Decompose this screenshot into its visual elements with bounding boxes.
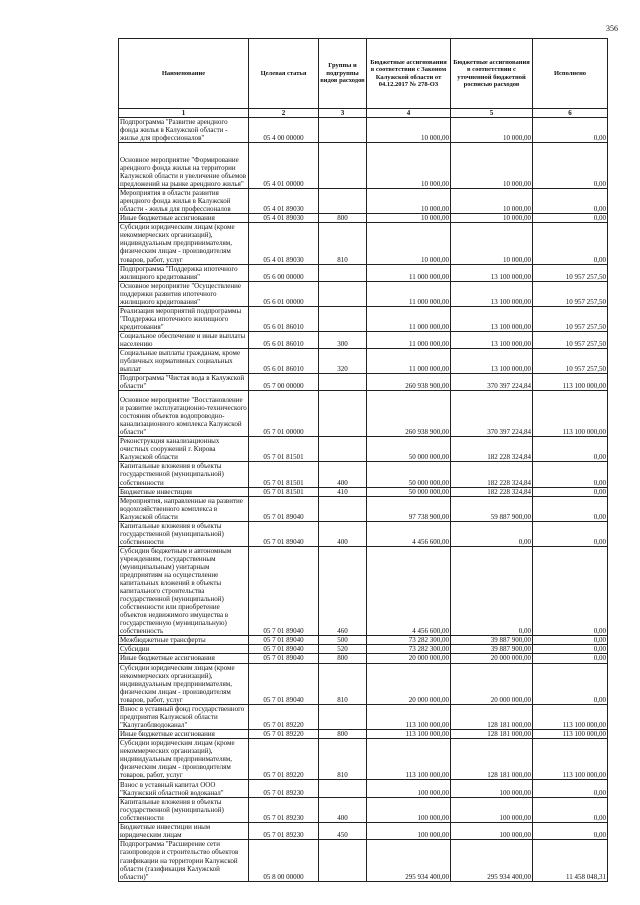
row-group [319,496,367,521]
row-group: 810 [319,663,367,704]
row-executed-amount: 0,00 [533,189,608,214]
row-code: 05 4 01 00000 [249,143,319,189]
row-refined-amount: 20 000 000,00 [451,663,533,704]
row-law-amount: 50 000 000,00 [367,437,451,462]
page-number: 356 [606,24,618,33]
row-code: 05 6 01 00000 [249,281,319,306]
row-law-amount: 50 000 000,00 [367,487,451,496]
row-refined-amount: 182 228 324,84 [451,487,533,496]
row-law-amount: 11 000 000,00 [367,331,451,348]
row-group [319,281,367,306]
row-name: Субсидии юридическим лицам (кроме некоммерческих организаций), индивидуальным предпринимателям, физическим лицам - производителям товаров, работ, услуг [119,663,249,704]
row-code: 05 7 01 89230 [249,823,319,840]
row-code: 05 6 00 00000 [249,264,319,281]
row-name: Подпрограмма "Чистая вода в Калужской области" [119,374,249,391]
row-executed-amount: 0,00 [533,798,608,823]
table-row [119,496,608,521]
row-refined-amount: 13 100 000,00 [451,331,533,348]
row-name: Субсидии [119,645,249,654]
row-code: 05 7 01 89040 [249,521,319,546]
row-name: Капитальные вложения в объекты государственной (муниципальной) собственности [119,798,249,823]
table-row [119,654,608,663]
row-refined-amount: 13 100 000,00 [451,306,533,331]
table-row [119,118,608,143]
table-row [119,264,608,281]
table-row [119,704,608,729]
row-executed-amount: 0,00 [533,823,608,840]
row-group [319,189,367,214]
row-executed-amount: 0,00 [533,645,608,654]
row-refined-amount: 0,00 [451,546,533,636]
row-name: Социальные выплаты гражданам, кроме публичных нормативных социальных выплат [119,349,249,374]
row-group: 800 [319,214,367,223]
row-group [319,143,367,189]
row-group: 800 [319,729,367,738]
table-row [119,281,608,306]
row-refined-amount: 100 000,00 [451,798,533,823]
row-law-amount: 100 000,00 [367,823,451,840]
col-number: 5 [451,109,533,118]
table-row [119,437,608,462]
row-law-amount: 11 000 000,00 [367,264,451,281]
row-executed-amount: 113 100 000,00 [533,729,608,738]
row-code: 05 7 01 89220 [249,704,319,729]
row-group: 400 [319,462,367,487]
row-name: Основное мероприятие "Восстановление и развитие эксплуатационно-технического состояния объектов водопроводно-канализационного комплекса Калужской области" [119,391,249,437]
table-row [119,823,608,840]
row-executed-amount: 0,00 [533,521,608,546]
table-row [119,729,608,738]
row-refined-amount: 295 934 400,00 [451,840,533,881]
row-group [319,704,367,729]
row-code: 05 7 01 00000 [249,391,319,437]
row-executed-amount: 0,00 [533,496,608,521]
col-number: 4 [367,109,451,118]
row-name: Бюджетные инвестиции [119,487,249,496]
row-group [319,374,367,391]
col-header-law: Бюджетные ассигнования в соответствии с Законом Калужской области от 04.12.2017 № 278-ОЗ [367,39,451,109]
col-header-refined: Бюджетные ассигнования в соответствии с уточненной бюджетной росписью расходов [451,39,533,109]
row-code: 05 7 01 89220 [249,738,319,779]
row-name: Реконструкция канализационных очистных сооружений г. Кирова Калужской области [119,437,249,462]
table-row [119,521,608,546]
row-code: 05 7 01 89040 [249,636,319,645]
row-refined-amount: 182 228 324,84 [451,437,533,462]
row-name: Реализация мероприятий подпрограммы "Поддержка ипотечного жилищного кредитования" [119,306,249,331]
row-law-amount: 10 000,00 [367,118,451,143]
row-executed-amount: 0,00 [533,462,608,487]
row-executed-amount: 0,00 [533,663,608,704]
row-law-amount: 11 000 000,00 [367,349,451,374]
table-row [119,663,608,704]
row-group [319,118,367,143]
row-code: 05 7 01 89220 [249,729,319,738]
row-law-amount: 260 938 900,00 [367,374,451,391]
row-refined-amount: 128 181 000,00 [451,704,533,729]
table-row [119,798,608,823]
row-name: Субсидии юридическим лицам (кроме некоммерческих организаций), индивидуальным предпринимателям, физическим лицам - производителям товаров, работ, услуг [119,223,249,264]
row-name: Субсидии бюджетным и автономным учреждениям, государственным (муниципальным) унитарным предприятиям на осуществление капитальных вложений в объекты капитального строительства государственной (муниципальной) собственности или приобретение объектов недвижимого имущества в государственную (муниципальную) собственность [119,546,249,636]
header-row [119,39,608,109]
row-refined-amount: 100 000,00 [451,780,533,798]
row-refined-amount: 128 181 000,00 [451,738,533,779]
row-code: 05 7 01 89230 [249,780,319,798]
row-law-amount: 113 100 000,00 [367,729,451,738]
row-executed-amount: 10 957 257,50 [533,264,608,281]
row-executed-amount: 0,00 [533,143,608,189]
row-code: 05 4 01 89030 [249,189,319,214]
table-row [119,645,608,654]
row-group: 520 [319,645,367,654]
row-name: Социальное обеспечение и иные выплаты населению [119,331,249,348]
col-number: 3 [319,109,367,118]
row-law-amount: 50 000 000,00 [367,462,451,487]
table-row [119,306,608,331]
row-group [319,264,367,281]
row-law-amount: 113 100 000,00 [367,738,451,779]
col-header-name: Наименование [119,39,249,109]
row-law-amount: 10 000,00 [367,223,451,264]
row-name: Иные бюджетные ассигнования [119,729,249,738]
row-group: 300 [319,331,367,348]
row-name: Подпрограмма "Поддержка ипотечного жилищного кредитования" [119,264,249,281]
table-row [119,331,608,348]
column-number-row [119,109,608,118]
table-row [119,374,608,391]
row-law-amount: 260 938 900,00 [367,391,451,437]
row-law-amount: 100 000,00 [367,798,451,823]
row-refined-amount: 182 228 324,84 [451,462,533,487]
table-row [119,462,608,487]
row-name: Мероприятия, направленные на развитие водохозяйственного комплекса в Калужской области [119,496,249,521]
row-refined-amount: 13 100 000,00 [451,349,533,374]
row-refined-amount: 10 000,00 [451,143,533,189]
row-code: 05 7 01 89040 [249,645,319,654]
row-code: 05 7 01 81501 [249,437,319,462]
row-executed-amount: 11 458 048,31 [533,840,608,881]
row-code: 05 4 01 89030 [249,223,319,264]
row-law-amount: 20 000 000,00 [367,654,451,663]
row-group: 320 [319,349,367,374]
row-executed-amount: 10 957 257,50 [533,281,608,306]
row-refined-amount: 13 100 000,00 [451,281,533,306]
row-law-amount: 20 000 000,00 [367,663,451,704]
table-row [119,391,608,437]
row-refined-amount: 0,00 [451,521,533,546]
row-code: 05 7 01 89040 [249,654,319,663]
row-refined-amount: 10 000,00 [451,223,533,264]
row-code: 05 6 01 86010 [249,331,319,348]
row-name: Капитальные вложения в объекты государственной (муниципальной) собственности [119,462,249,487]
row-executed-amount: 0,00 [533,118,608,143]
table-row [119,487,608,496]
row-law-amount: 97 738 900,00 [367,496,451,521]
table-row [119,780,608,798]
row-law-amount: 10 000,00 [367,189,451,214]
row-name: Межбюджетные трансферты [119,636,249,645]
row-name: Основное мероприятие "Осуществление поддержки развития ипотечного жилищного кредитования" [119,281,249,306]
col-header-target: Целевая статья [249,39,319,109]
row-group [319,306,367,331]
row-name: Подпрограмма "Развитие арендного фонда жилья в Калужской области - жилье для профессионалов" [119,118,249,143]
row-refined-amount: 370 397 224,84 [451,374,533,391]
row-group: 460 [319,546,367,636]
table-row [119,223,608,264]
table-row [119,143,608,189]
row-executed-amount: 113 100 000,00 [533,704,608,729]
row-refined-amount: 39 887 900,00 [451,636,533,645]
row-group: 410 [319,487,367,496]
row-code: 05 7 01 81501 [249,487,319,496]
col-header-executed: Исполнено [533,39,608,109]
row-executed-amount: 113 100 000,00 [533,391,608,437]
row-code: 05 6 01 86010 [249,349,319,374]
row-law-amount: 73 282 300,00 [367,645,451,654]
row-group [319,437,367,462]
row-name: Основное мероприятие "Формирование арендного фонда жилья на территории Калужской области и увеличение объемов предложений на рынке арендного жилья" [119,143,249,189]
row-code: 05 8 00 00000 [249,840,319,881]
table-row [119,840,608,881]
budget-table [118,38,608,882]
row-name: Бюджетные инвестиции иным юридическим лицам [119,823,249,840]
table-row [119,189,608,214]
row-executed-amount: 113 100 000,00 [533,374,608,391]
row-code: 05 7 00 00000 [249,374,319,391]
row-law-amount: 73 282 300,00 [367,636,451,645]
row-code: 05 4 01 89030 [249,214,319,223]
row-refined-amount: 59 887 900,00 [451,496,533,521]
row-refined-amount: 13 100 000,00 [451,264,533,281]
row-executed-amount: 0,00 [533,214,608,223]
row-refined-amount: 10 000,00 [451,214,533,223]
row-group: 800 [319,654,367,663]
row-name: Иные бюджетные ассигнования [119,214,249,223]
row-code: 05 4 00 00000 [249,118,319,143]
row-name: Иные бюджетные ассигнования [119,654,249,663]
row-executed-amount: 0,00 [533,437,608,462]
row-law-amount: 11 000 000,00 [367,306,451,331]
col-number: 1 [119,109,249,118]
row-law-amount: 10 000,00 [367,214,451,223]
row-group: 450 [319,823,367,840]
row-refined-amount: 10 000,00 [451,189,533,214]
row-code: 05 7 01 81501 [249,462,319,487]
table-row [119,738,608,779]
table-row [119,349,608,374]
row-code: 05 7 01 89040 [249,663,319,704]
row-executed-amount: 113 100 000,00 [533,738,608,779]
row-law-amount: 4 456 600,00 [367,521,451,546]
row-law-amount: 295 934 400,00 [367,840,451,881]
row-name: Взнос в уставный фонд государственного предприятия Калужской области "Калугаоблводоканал" [119,704,249,729]
row-name: Взнос в уставный капитал ООО "Калужский областной водоканал" [119,780,249,798]
table-row [119,546,608,636]
row-executed-amount: 10 957 257,50 [533,331,608,348]
row-code: 05 7 01 89230 [249,798,319,823]
row-executed-amount: 0,00 [533,654,608,663]
col-number: 6 [533,109,608,118]
row-law-amount: 10 000,00 [367,143,451,189]
row-refined-amount: 100 000,00 [451,823,533,840]
row-name: Капитальные вложения в объекты государственной (муниципальной) собственности [119,521,249,546]
row-group [319,840,367,881]
row-executed-amount: 0,00 [533,636,608,645]
row-executed-amount: 0,00 [533,487,608,496]
row-law-amount: 11 000 000,00 [367,281,451,306]
row-executed-amount: 0,00 [533,223,608,264]
row-refined-amount: 39 887 900,00 [451,645,533,654]
row-name: Мероприятия в области развития арендного фонда жилья в Калужской области - жилья для профессионалов [119,189,249,214]
row-group: 810 [319,738,367,779]
row-executed-amount: 0,00 [533,780,608,798]
row-executed-amount: 10 957 257,50 [533,349,608,374]
col-number: 2 [249,109,319,118]
row-code: 05 7 01 89040 [249,496,319,521]
row-refined-amount: 20 000 000,00 [451,654,533,663]
table-row [119,214,608,223]
row-group: 500 [319,636,367,645]
row-group [319,780,367,798]
row-refined-amount: 370 397 224,84 [451,391,533,437]
row-code: 05 7 01 89040 [249,546,319,636]
row-group: 400 [319,798,367,823]
col-header-groups: Группы и подгруппы видов расходов [319,39,367,109]
row-name: Подпрограмма "Расширение сети газопроводов и строительство объектов газификации на территории Калужской области (газификация Калужской области)" [119,840,249,881]
row-group [319,391,367,437]
row-code: 05 6 01 86010 [249,306,319,331]
row-group: 810 [319,223,367,264]
row-executed-amount: 10 957 257,50 [533,306,608,331]
row-law-amount: 100 000,00 [367,780,451,798]
row-law-amount: 4 456 600,00 [367,546,451,636]
row-refined-amount: 10 000,00 [451,118,533,143]
table-row [119,636,608,645]
row-executed-amount: 0,00 [533,546,608,636]
row-group: 400 [319,521,367,546]
row-law-amount: 113 100 000,00 [367,704,451,729]
row-refined-amount: 128 181 000,00 [451,729,533,738]
row-name: Субсидии юридическим лицам (кроме некоммерческих организаций), индивидуальным предпринимателям, физическим лицам - производителям товаров, работ, услуг [119,738,249,779]
